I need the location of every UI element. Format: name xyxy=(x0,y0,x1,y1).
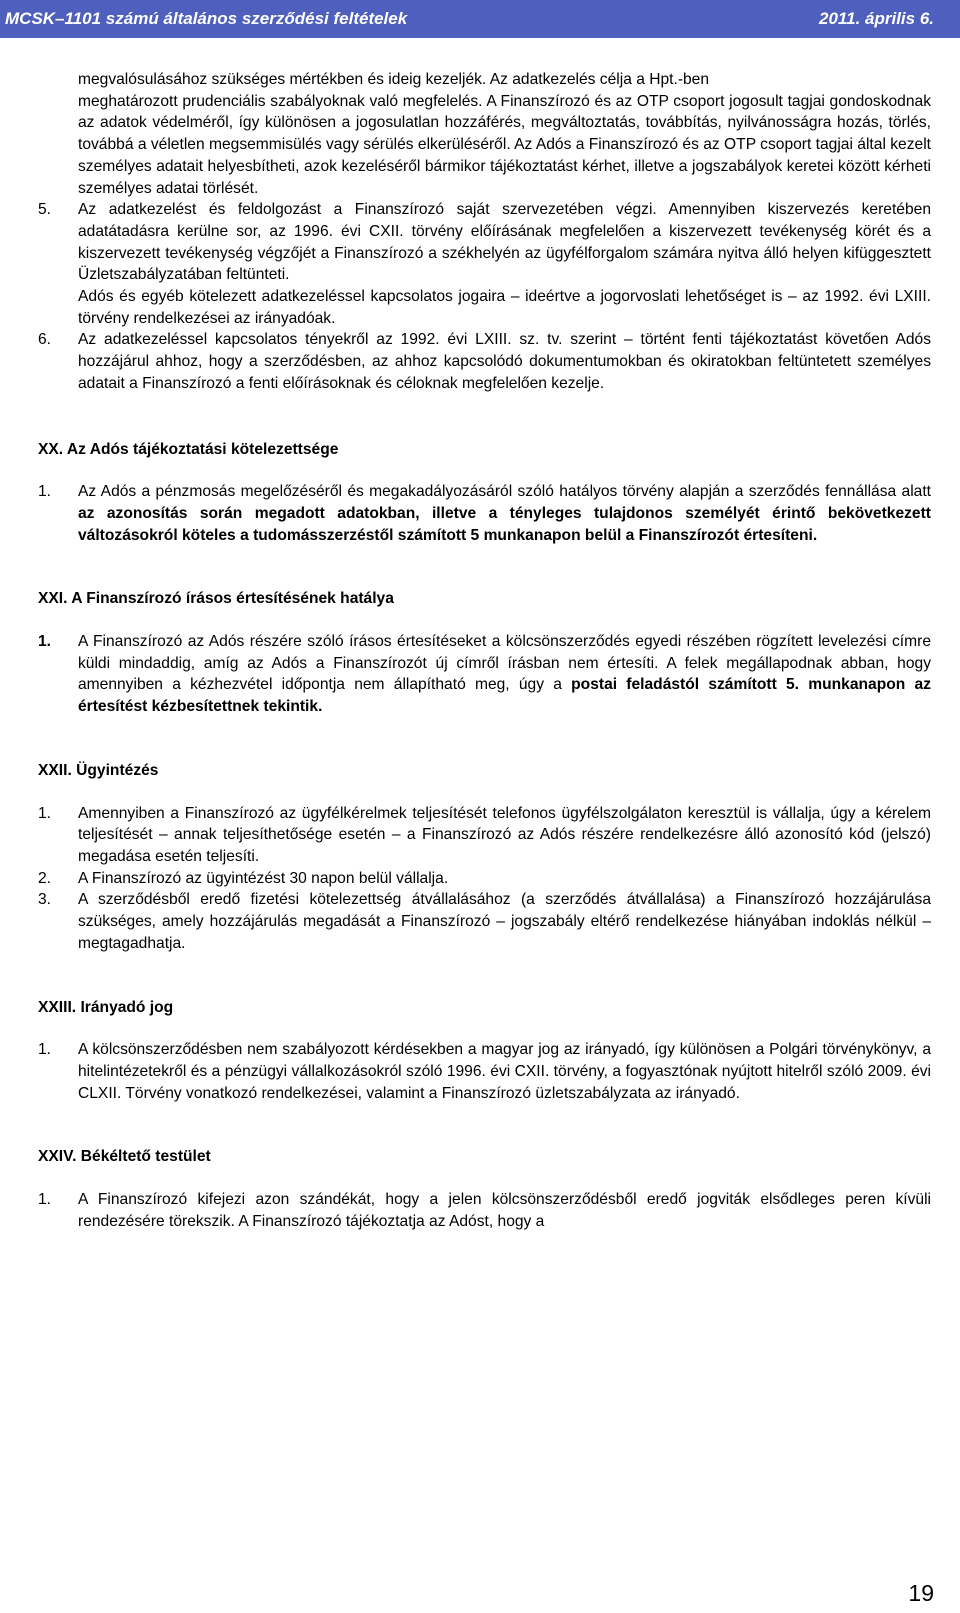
page-header xyxy=(0,0,960,38)
header-title: MCSK–1101 számú általános szerződési feltételek xyxy=(5,9,408,28)
page-number: 19 xyxy=(908,1580,934,1606)
list-item xyxy=(38,868,931,890)
bold-text: postai feladástól számított 5. munkanapon az értesítést kézbesítettnek tekintik. xyxy=(78,676,931,716)
list-number: 5. xyxy=(38,201,52,219)
list-text xyxy=(78,481,931,546)
section-heading-xxiii: XXIII. Irányadó jog xyxy=(38,998,174,1016)
paragraph-continuation: meghatározott prudenciális szabályoknak való megfelelés. A Finanszírozó és az OTP csoport jogosult tagjai gondoskodnak az adatok védelméről, így különösen a jogosulatlan hozzáférés, megváltoztatás, továbbítás, nyilvánosságra hozás, törlés, továbbá a véletlen megsemmisülés vagy sérülés elkerüléséről. Az Adós a Finanszírozó és az OTP csoport tagjai által kezelt személyes adatait helyesbítheti, azok kezeléséről bármikor tájékoztatást kérhet, illetve a jogszabályok keretei között kérheti személyes adatai törlését. xyxy=(78,92,931,197)
list-number: 3. xyxy=(38,891,52,909)
list-item xyxy=(38,1039,931,1104)
list-number: 1. xyxy=(38,804,52,822)
list-number: 2. xyxy=(38,869,52,887)
plain-text: A Finanszírozó az Adós részére szóló írásos értesítéseket a kölcsönszerződés egyedi részében rögzített levelezési címre küldi mindaddig, amíg az Adós a Finanszírozót új címről írásban nem értesíti. A felek megállapodnak abban, hogy amennyiben a kézhezvétel időpontja nem állapítható meg, úgy a xyxy=(78,633,931,694)
list-number: 1. xyxy=(38,633,52,651)
list-item xyxy=(38,481,931,546)
section-heading-xxi: XXI. A Finanszírozó írásos értesítésének hatálya xyxy=(38,590,394,608)
list-text: A Finanszírozó az ügyintézést 30 napon belül vállalja. xyxy=(78,869,449,887)
list-text: A Finanszírozó kifejezi azon szándékát, hogy a jelen kölcsönszerződésből eredő jogviták elsődleges peren kívüli rendezésére törekszik. A Finanszírozó tájékoztatja az Adóst, hogy a xyxy=(78,1191,931,1230)
list-number: 6. xyxy=(38,331,52,349)
list-number: 1. xyxy=(38,1041,52,1059)
list-text: Az adatkezeléssel kapcsolatos tényekről az 1992. évi LXIII. sz. tv. szerint – történt fenti tájékoztatást követően Adós hozzájárul ahhoz, hogy a szerződésben, az ahhoz kapcsolódó dokumentumokban és okiratokban feltüntetett személyes adatait a Finanszírozó a fenti előírásoknak és céloknak megfelelően kezelje. xyxy=(78,331,931,392)
plain-text: Az Adós a pénzmosás megelőzéséről és megakadályozásáról szóló hatályos törvény alapján a szerződés fennállása alatt xyxy=(78,483,931,501)
list-item xyxy=(38,803,931,868)
document-body xyxy=(38,69,931,1232)
list-text: Amennyiben a Finanszírozó az ügyfélkérelmek teljesítését telefonos ügyfélszolgálaton keresztül is vállalja, úgy a kérelem teljesítését – annak teljesíthetősége esetén – a Finanszírozó az Adós részére rendelkezésre álló azonosító kód (jelszó) megadása esetén teljesíti. xyxy=(78,804,931,865)
section-heading-xx: XX. Az Adós tájékoztatási kötelezettsége xyxy=(38,440,339,458)
bold-text: az azonosítás során megadott adatokban, illetve a tényleges tulajdonos személyét érintő bekövetkezett változásokról köteles a tudomásszerzéstől számított 5 munkanapon belül a Finanszírozót értesíteni. xyxy=(78,504,931,544)
list-text: A szerződésből eredő fizetési kötelezettség átvállalásához (a szerződés átvállalása) a Finanszírozó hozzájárulása szükséges, amely hozzájárulás megadását a Finanszírozó – jogszabály eltérő rendelkezése hiányában indoklás nélkül – megtagadhatja. xyxy=(78,891,931,952)
section-heading-xxiv: XXIV. Békéltető testület xyxy=(38,1148,211,1166)
list-number: 1. xyxy=(38,1191,52,1209)
list-text xyxy=(78,631,931,718)
paragraph-line: megvalósulásához szükséges mértékben és ideig kezeljék. Az adatkezelés célja a Hpt.-ben xyxy=(78,71,710,88)
list-item xyxy=(38,1189,931,1232)
list-item-6 xyxy=(38,329,931,394)
paragraph: Adós és egyéb kötelezett adatkezeléssel kapcsolatos jogaira – ideértve a jogorvoslati lehetőséget is – az 1992. évi LXIII. törvény rendelkezései az irányadóak. xyxy=(78,288,931,327)
list-number: 1. xyxy=(38,483,52,501)
list-text: Az adatkezelést és feldolgozást a Finanszírozó saját szervezetében végzi. Amennyiben kiszervezés keretében adatátadásra kerülne sor, az 1996. évi CXII. törvény előírásának megfelelően a kiszervezett tevékenység körét és a kiszervezett tevékenység végzőjét a Finanszírozó a székhelyén az ügyfélforgalom számára nyitva álló helyen kifüggesztett Üzletszabályzatában feltünteti. xyxy=(78,201,931,284)
list-item xyxy=(38,889,931,954)
section-heading-xxii: XXII. Ügyintézés xyxy=(38,761,159,779)
header-date: 2011. április 6. xyxy=(819,9,934,28)
list-item xyxy=(38,631,931,718)
list-text: A kölcsönszerződésben nem szabályozott kérdésekben a magyar jog az irányadó, így különösen a Polgári törvénykönyv, a hitelintézetekről és a pénzügyi vállalkozásokról szóló 1996. évi CXII. törvény, a fogyasztónak nyújtott hitelről szóló 2009. évi CLXII. Törvény vonatkozó rendelkezései, valamint a Finanszírozó üzletszabályzata az irányadó. xyxy=(78,1041,931,1102)
list-item-5 xyxy=(38,199,931,286)
